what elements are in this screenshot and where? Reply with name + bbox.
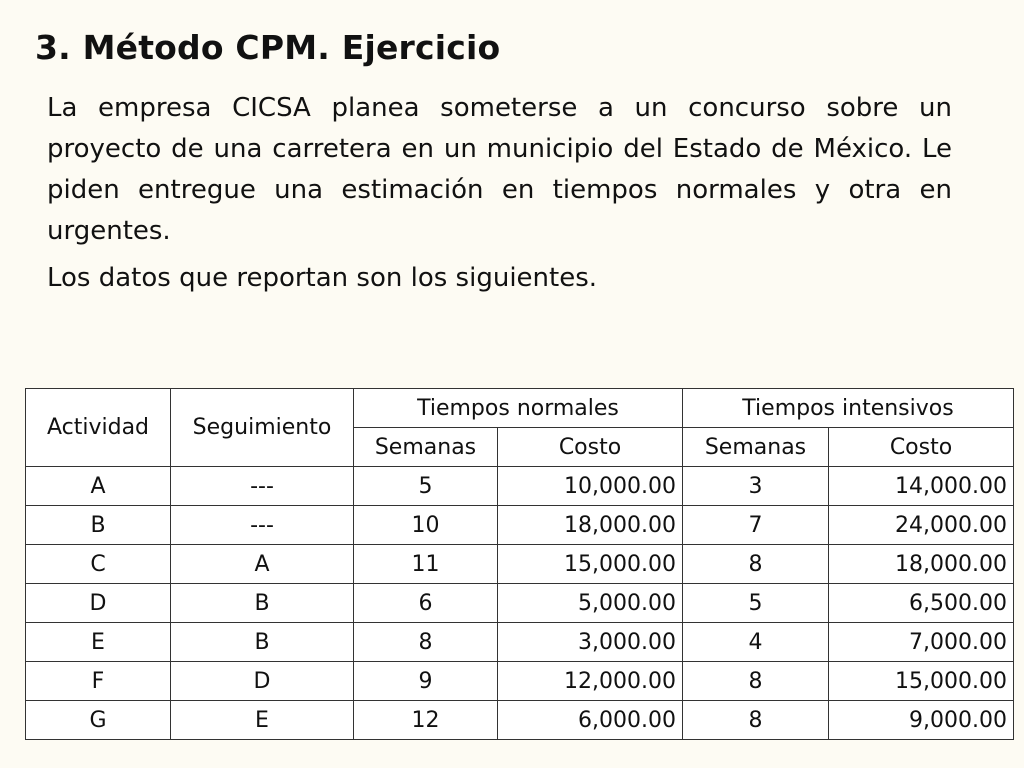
table-row bbox=[26, 545, 1014, 584]
cell-normal-cost: 12,000.00 bbox=[498, 662, 683, 701]
cell-intensive-cost: 9,000.00 bbox=[829, 701, 1014, 740]
data-intro-paragraph: Los datos que reportan son los siguientes. bbox=[47, 263, 598, 293]
table-row bbox=[26, 662, 1014, 701]
cell-intensive-weeks: 4 bbox=[683, 623, 829, 662]
cell-follow: D bbox=[171, 662, 354, 701]
cell-activity: G bbox=[26, 701, 171, 740]
cell-follow: --- bbox=[171, 506, 354, 545]
cell-normal-cost: 6,000.00 bbox=[498, 701, 683, 740]
cell-normal-cost: 10,000.00 bbox=[498, 467, 683, 506]
cell-follow: E bbox=[171, 701, 354, 740]
cell-follow: A bbox=[171, 545, 354, 584]
cell-intensive-weeks: 8 bbox=[683, 701, 829, 740]
cell-intensive-weeks: 8 bbox=[683, 662, 829, 701]
cell-activity: C bbox=[26, 545, 171, 584]
cell-normal-weeks: 10 bbox=[354, 506, 498, 545]
cell-intensive-weeks: 7 bbox=[683, 506, 829, 545]
cell-follow: --- bbox=[171, 467, 354, 506]
cell-activity: E bbox=[26, 623, 171, 662]
header-follow: Seguimiento bbox=[171, 389, 354, 467]
cell-normal-weeks: 9 bbox=[354, 662, 498, 701]
header-normal-times: Tiempos normales bbox=[354, 389, 683, 428]
cell-normal-weeks: 11 bbox=[354, 545, 498, 584]
cell-follow: B bbox=[171, 623, 354, 662]
header-intensive-weeks: Semanas bbox=[683, 428, 829, 467]
cell-intensive-cost: 14,000.00 bbox=[829, 467, 1014, 506]
table-row bbox=[26, 701, 1014, 740]
cell-normal-cost: 15,000.00 bbox=[498, 545, 683, 584]
header-normal-weeks: Semanas bbox=[354, 428, 498, 467]
header-intensive-times: Tiempos intensivos bbox=[683, 389, 1014, 428]
cell-intensive-weeks: 5 bbox=[683, 584, 829, 623]
cell-intensive-cost: 24,000.00 bbox=[829, 506, 1014, 545]
cell-intensive-cost: 7,000.00 bbox=[829, 623, 1014, 662]
cell-activity: B bbox=[26, 506, 171, 545]
table-row bbox=[26, 584, 1014, 623]
cell-normal-weeks: 12 bbox=[354, 701, 498, 740]
cpm-data-table bbox=[25, 388, 1014, 740]
cell-activity: A bbox=[26, 467, 171, 506]
page-title: 3. Método CPM. Ejercicio bbox=[35, 28, 501, 67]
cell-intensive-cost: 6,500.00 bbox=[829, 584, 1014, 623]
table-row bbox=[26, 506, 1014, 545]
cell-normal-weeks: 5 bbox=[354, 467, 498, 506]
intro-text bbox=[47, 88, 952, 299]
cell-normal-cost: 18,000.00 bbox=[498, 506, 683, 545]
cell-intensive-weeks: 3 bbox=[683, 467, 829, 506]
cell-intensive-weeks: 8 bbox=[683, 545, 829, 584]
table-row bbox=[26, 467, 1014, 506]
cell-follow: B bbox=[171, 584, 354, 623]
cell-normal-weeks: 8 bbox=[354, 623, 498, 662]
cell-normal-cost: 5,000.00 bbox=[498, 584, 683, 623]
header-normal-cost: Costo bbox=[498, 428, 683, 467]
cell-activity: D bbox=[26, 584, 171, 623]
cell-intensive-cost: 18,000.00 bbox=[829, 545, 1014, 584]
table-row bbox=[26, 623, 1014, 662]
intro-paragraph: La empresa CICSA planea someterse a un concurso sobre un proyecto de una carretera en un municipio del Estado de México. Le piden entregue una estimación en tiempos normales y otra en urgentes. bbox=[47, 93, 952, 246]
header-activity: Actividad bbox=[26, 389, 171, 467]
header-intensive-cost: Costo bbox=[829, 428, 1014, 467]
cell-intensive-cost: 15,000.00 bbox=[829, 662, 1014, 701]
table-header-row bbox=[26, 389, 1014, 428]
cell-normal-cost: 3,000.00 bbox=[498, 623, 683, 662]
cell-activity: F bbox=[26, 662, 171, 701]
cell-normal-weeks: 6 bbox=[354, 584, 498, 623]
